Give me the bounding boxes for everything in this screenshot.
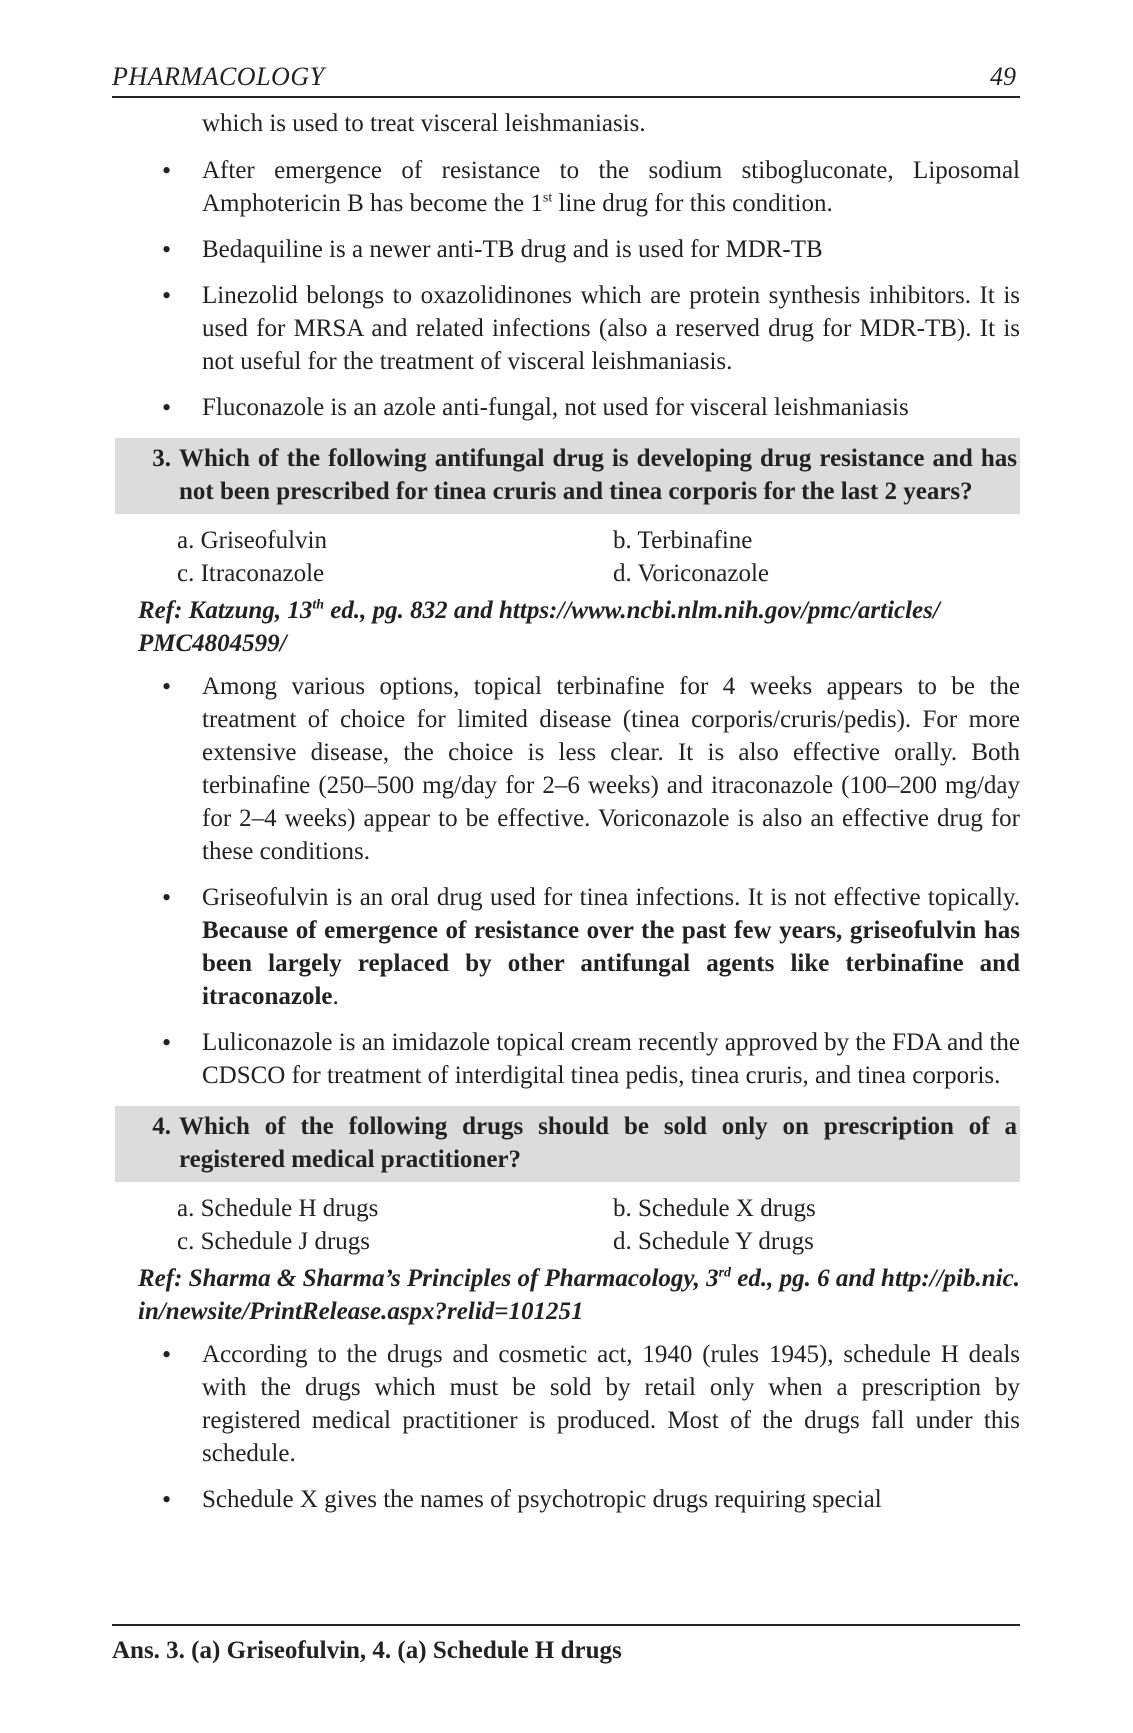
- bullet-item: • Schedule X gives the names of psychotropic drugs requiring special: [112, 1483, 1020, 1516]
- option-b: b. Schedule X drugs: [613, 1195, 816, 1222]
- bullet-item: • Luliconazole is an imidazole topical cream recently approved by the FDA and the CDSCO for treatment of interdigital tinea pedis, tinea cruris, and tinea corporis.: [112, 1026, 1020, 1092]
- bullet-item: • After emergence of resistance to the sodium stibogluconate, Liposomal Amphotericin B has become the 1st line drug for this condition.: [112, 154, 1020, 220]
- question-3-options: [112, 524, 1020, 590]
- option-a: a. Schedule H drugs: [177, 1195, 379, 1222]
- question-number: 3.: [152, 445, 171, 472]
- question-4: [115, 1106, 1020, 1182]
- continuation-text: which is used to treat visceral leishmaniasis.: [202, 110, 646, 137]
- page-header: [112, 56, 1020, 98]
- bullet-item: • Linezolid belongs to oxazolidinones which are protein synthesis inhibitors. It is used for MRSA and related infections (also a reserved drug for MDR-TB). It is not useful for the treatment of visceral leishmaniasis.: [112, 279, 1020, 378]
- question-4-options: [112, 1192, 1020, 1258]
- question-3-explanation: [112, 670, 1020, 1092]
- running-title: PHARMACOLOGY: [112, 62, 325, 91]
- option-d: d. Voriconazole: [613, 560, 769, 587]
- bullet-item: • Among various options, topical terbinafine for 4 weeks appears to be the treatment of choice for limited disease (tinea corporis/cruris/pedis). For more extensive disease, the choice is less clear. It is also effective orally. Both terbinafine (250–500 mg/day for 2–6 weeks) and itraconazole (100–200 mg/day for 2–4 weeks) appear to be effective. Voriconazole is also an effective drug for these conditions.: [112, 670, 1020, 868]
- question-text: Which of the following drugs should be sold only on prescription of a registered medical practitioner?: [179, 1113, 1017, 1173]
- question-4-reference: Ref: Sharma & Sharma’s Principles of Pharmacology, 3rd ed., pg. 6 and http://pib.nic. in/newsite/PrintRelease.aspx?relid=101251: [138, 1265, 1020, 1325]
- bullet-item: • Fluconazole is an azole anti-fungal, not used for visceral leishmaniasis: [112, 391, 1020, 424]
- question-4-explanation: [112, 1338, 1020, 1516]
- option-d: d. Schedule Y drugs: [613, 1228, 814, 1255]
- question-3-reference: Ref: Katzung, 13th ed., pg. 832 and https://www.ncbi.nlm.nih.gov/pmc/articles/ PMC4804599/: [138, 597, 940, 657]
- page-number: 49: [990, 62, 1016, 91]
- answer-key-footer: Ans. 3. (a) Griseofulvin, 4. (a) Schedule H drugs: [112, 1624, 1020, 1667]
- bullet-list-top: [112, 154, 1020, 424]
- question-3: [115, 438, 1020, 514]
- option-b: b. Terbinafine: [613, 527, 753, 554]
- question-text: Which of the following antifungal drug is developing drug resistance and has not been prescribed for tinea cruris and tinea corporis for the last 2 years?: [179, 445, 1017, 505]
- bullet-item: • Griseofulvin is an oral drug used for tinea infections. It is not effective topically. Because of emergence of resistance over the past few years, griseofulvin has been largely replaced by other antifungal agents like terbinafine and itraconazole.: [112, 881, 1020, 1013]
- option-c: c. Itraconazole: [177, 560, 325, 587]
- bullet-item: • Bedaquiline is a newer anti-TB drug and is used for MDR-TB: [112, 233, 1020, 266]
- option-a: a. Griseofulvin: [177, 527, 327, 554]
- bullet-item: • According to the drugs and cosmetic act, 1940 (rules 1945), schedule H deals with the drugs which must be sold by retail only when a prescription by registered medical practitioner is produced. Most of the drugs fall under this schedule.: [112, 1338, 1020, 1470]
- page-body: [112, 107, 1020, 1529]
- option-c: c. Schedule J drugs: [177, 1228, 371, 1255]
- bold-emphasis: Because of emergence of resistance over the past few years, griseofulvin has been largely replaced by other antifungal agents like terbinafine and itraconazole: [202, 917, 1020, 1010]
- question-number: 4.: [152, 1113, 171, 1140]
